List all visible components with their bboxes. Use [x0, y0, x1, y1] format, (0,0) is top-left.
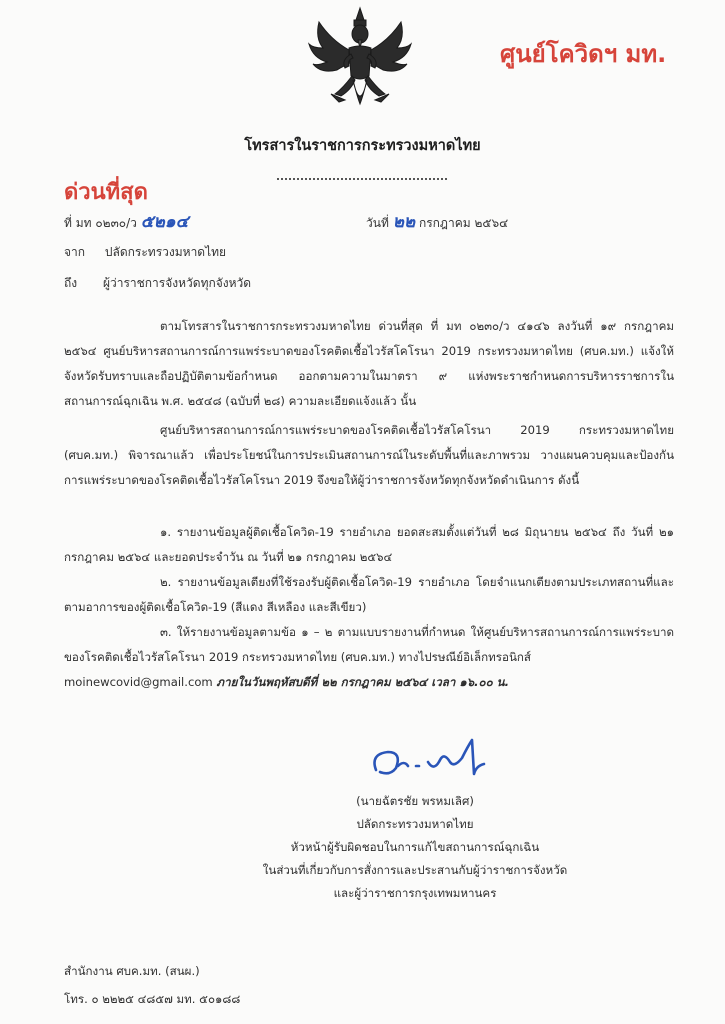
document-date: [366, 208, 508, 235]
handwritten-signature: [368, 732, 508, 786]
paragraph-1-text: ตามโทรสารในราชการกระทรวงมหาดไทย ด่วนที่สุด ที่ มท ๐๒๓๐/ว ๔๑๔๖ ลงวันที่ ๑๙ กรกฎาคม ๒๕๖๔ ศูนย์บริหารสถานการณ์การแพร่ระบาดของโรคติดเชื้อไวรัสโคโรนา 2019 กระทรวงมหาดไทย (ศบค.มท.) แจ้งให้จังหวัดรับทราบและถือปฏิบัติตามข้อกำหนด ออกตามความในมาตรา ๙ แห่งพระราชกำหนดการบริหารราชการในสถานการณ์ฉุกเฉิน พ.ศ. ๒๕๔๘ (ฉบับที่ ๒๘) ความละเอียดแจ้งแล้ว นั้น: [64, 319, 674, 408]
footer-office: สำนักงาน ศบค.มท. (สนผ.): [64, 964, 200, 978]
date-month-year: กรกฎาคม ๒๕๖๔: [418, 216, 509, 230]
body-paragraph-2: [64, 418, 674, 493]
from-label: จาก: [64, 245, 86, 259]
signatory-name: (นายฉัตรชัย พรหมเลิศ): [356, 794, 474, 808]
paragraph-2-text: ศูนย์บริหารสถานการณ์การแพร่ระบาดของโรคติดเชื้อไวรัสโคโรนา 2019 กระทรวงมหาดไทย (ศบค.มท.) พิจารณาแล้ว เพื่อประโยชน์ในการประเมินสถานการณ์ในระดับพื้นที่และภาพรวม วางแผนควบคุมและป้องกันการแพร่ระบาดของโรคติดเชื้อไวรัสโคโรนา 2019 จึงขอให้ผู้ว่าราชการจังหวัดทุกจังหวัดดำเนินการ ดังนี้: [64, 423, 674, 487]
to-line: [64, 274, 251, 293]
reference-number-label: ที่ มท ๐๒๓๐/ว: [64, 216, 137, 230]
item-3-text: ๓. ให้รายงานข้อมูลตามข้อ ๑ – ๒ ตามแบบรายงานที่กำหนด ให้ศูนย์บริหารสถานการณ์การแพร่ระบาดของโรคติดเชื้อไวรัสโคโรนา 2019 กระทรวงมหาดไทย (ศบค.มท.) ทางไปรษณีย์อิเล็กทรอนิกส์: [64, 625, 674, 664]
item-1-text: ๑. รายงานข้อมูลผู้ติดเชื้อโควิด-19 รายอำเภอ ยอดสะสมตั้งแต่วันที่ ๒๘ มิถุนายน ๒๕๖๔ ถึง วันที่ ๒๑ กรกฎาคม ๒๕๖๔ และยอดประจำวัน ณ วันที่ ๒๑ กรกฎาคม ๒๕๖๔: [64, 525, 674, 564]
signatory-title-4: และผู้ว่าราชการกรุงเทพมหานคร: [333, 886, 497, 900]
date-day-handwritten: ๒๒: [392, 212, 416, 232]
body-item-1: [64, 520, 674, 570]
urgency-label: ด่วนที่สุด: [64, 180, 148, 205]
from-line: [64, 243, 226, 262]
garuda-emblem-icon: [305, 4, 415, 116]
document-header-title: โทรสารในราชการกระทรวงมหาดไทย: [244, 138, 481, 154]
from-value: ปลัดกระทรวงมหาดไทย: [104, 245, 227, 259]
reference-number-handwritten: ๕๒๑๔: [140, 212, 189, 232]
signatory-title-2: หัวหน้าผู้รับผิดชอบในการแก้ไขสถานการณ์ฉุกเฉิน: [290, 840, 540, 854]
body-paragraph-1: [64, 314, 674, 414]
body-item-3: [64, 620, 674, 695]
item-2-text: ๒. รายงานข้อมูลเตียงที่ใช้รองรับผู้ติดเชื้อโควิด-19 รายอำเภอ โดยจำแนกเตียงตามประเภทสถานที่และตามอาการของผู้ติดเชื้อโควิด-19 (สีแดง สีเหลือง และสีเขียว): [64, 575, 674, 614]
submission-deadline: ภายในวันพฤหัสบดีที่ ๒๒ กรกฎาคม ๒๕๖๔ เวลา ๑๖.๐๐ น.: [216, 675, 510, 689]
contact-email[interactable]: moinewcovid@gmail.com: [64, 675, 213, 689]
reference-number: [64, 208, 188, 235]
body-item-2: [64, 570, 674, 620]
header-divider: [277, 178, 447, 180]
to-value: ผู้ว่าราชการจังหวัดทุกจังหวัด: [102, 276, 252, 290]
signature-block: [250, 790, 580, 905]
item-3-contact: [64, 670, 674, 695]
signatory-title-3: ในส่วนที่เกี่ยวกับการสั่งการและประสานกับผู้ว่าราชการจังหวัด: [262, 863, 568, 877]
signatory-title-1: ปลัดกระทรวงมหาดไทย: [356, 817, 474, 831]
date-label: วันที่: [366, 216, 389, 230]
covid-center-stamp: ศูนย์โควิดฯ มท.: [500, 40, 667, 68]
to-label: ถึง: [64, 276, 78, 290]
footer-phone: โทร. ๐ ๒๒๒๕ ๔๘๕๗ มท. ๕๐๑๘๘: [64, 992, 241, 1006]
